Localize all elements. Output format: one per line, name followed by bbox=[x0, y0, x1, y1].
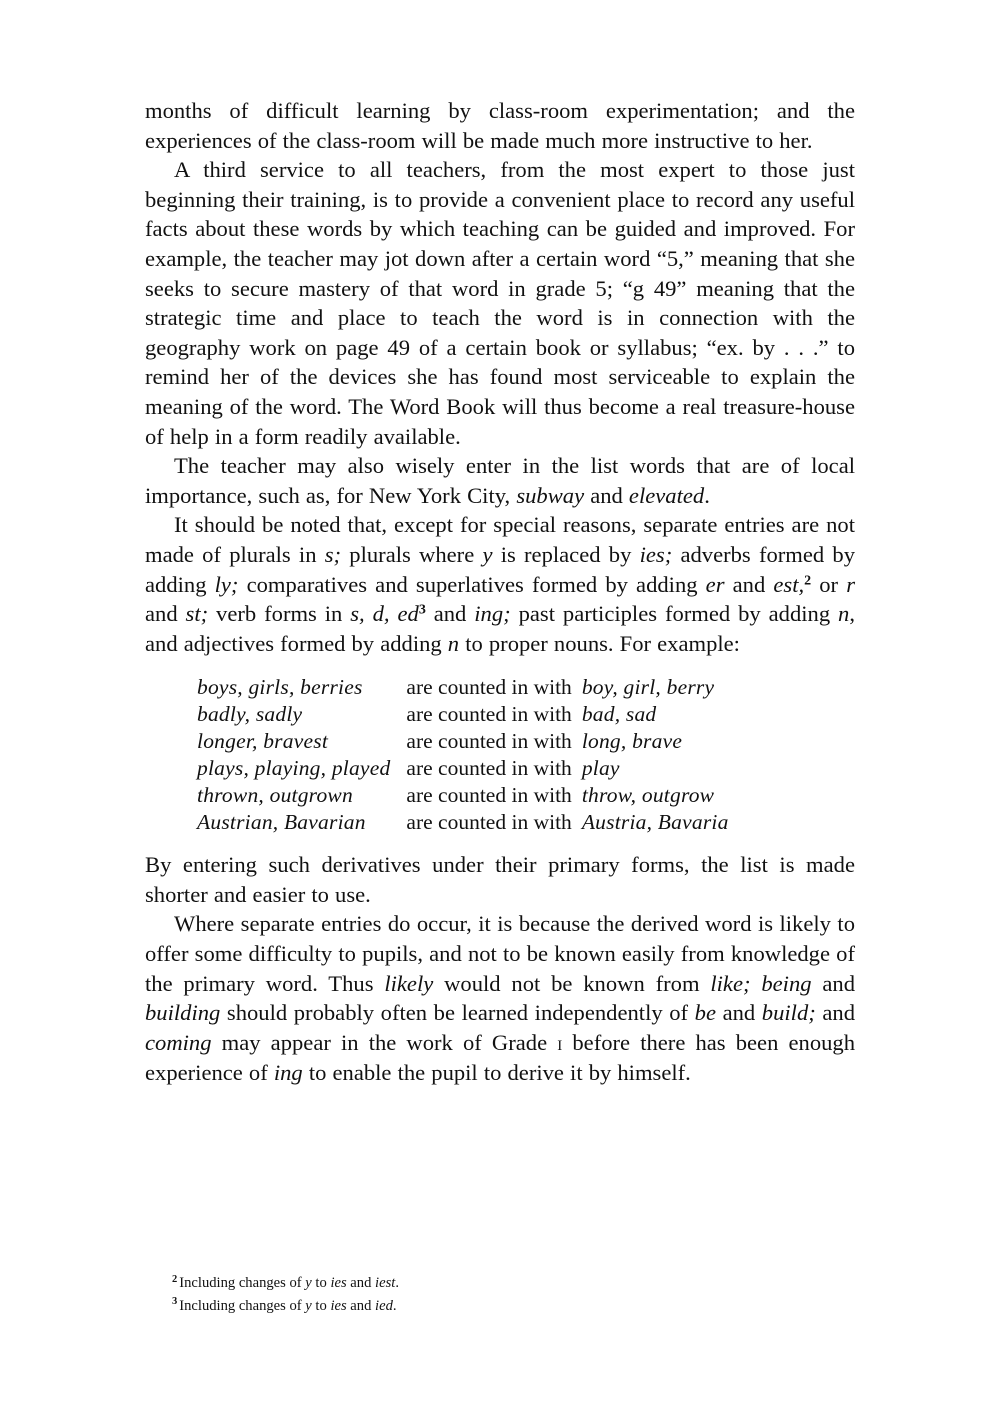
derivatives-table bbox=[197, 674, 729, 836]
grade-numeral: i bbox=[557, 1031, 563, 1055]
derived-forms: longer, bravest bbox=[197, 729, 329, 754]
primary-forms: long, brave bbox=[581, 729, 683, 754]
derived-forms: boys, girls, berries bbox=[197, 675, 363, 700]
paragraph-text: to proper nouns. For example: bbox=[459, 630, 740, 656]
italic-term-elevated: elevated bbox=[628, 482, 705, 508]
footnote-text: and bbox=[346, 1297, 376, 1314]
italic-suffix-st: st; bbox=[185, 601, 209, 627]
footnote-text: and bbox=[346, 1275, 376, 1291]
primary-forms: Austria, Bavaria bbox=[581, 810, 729, 835]
italic-letter-y: y bbox=[305, 1275, 312, 1291]
connector-text: are counted in with bbox=[406, 675, 572, 700]
derivatives-table-body bbox=[197, 674, 729, 836]
paragraph-text: and bbox=[425, 601, 475, 627]
italic-suffix-ied: ied bbox=[375, 1297, 393, 1314]
italic-suffix-ies: ies; bbox=[639, 541, 673, 567]
footnote-section bbox=[172, 1272, 812, 1317]
italic-suffix-ies: ies bbox=[330, 1275, 347, 1291]
italic-word-be: be bbox=[694, 1000, 716, 1026]
paragraph-continuation bbox=[145, 96, 855, 155]
main-text-block bbox=[145, 96, 855, 1088]
connector-text: are counted in with bbox=[406, 756, 572, 781]
italic-suffix-ies: ies bbox=[330, 1297, 347, 1314]
italic-suffix-n-2: n bbox=[447, 630, 460, 656]
primary-forms: boy, girl, berry bbox=[581, 675, 715, 700]
primary-forms: play bbox=[581, 756, 620, 781]
footnote-marker-3[interactable]: 3 bbox=[418, 602, 426, 618]
paragraph-text: and bbox=[811, 970, 856, 996]
example-word-table bbox=[145, 674, 855, 836]
footnote-text: . bbox=[395, 1275, 399, 1291]
italic-suffix-s-d-ed: s, d, ed bbox=[350, 601, 419, 627]
paragraph-text: may appear in the work of Grade bbox=[211, 1029, 558, 1055]
paragraph-text: and bbox=[724, 571, 774, 597]
paragraph-text: and bbox=[815, 1000, 855, 1026]
paragraph-text: and bbox=[584, 482, 629, 508]
footnote-marker-2[interactable]: 2 bbox=[804, 573, 812, 589]
table-row bbox=[197, 674, 729, 701]
paragraph-text: and bbox=[715, 1000, 762, 1026]
derived-forms: badly, sadly bbox=[197, 702, 303, 727]
connector-text: are counted in with bbox=[406, 702, 572, 727]
paragraph-third-service bbox=[145, 155, 855, 451]
footnote-text: to bbox=[311, 1297, 331, 1314]
paragraph-text: adverbs formed by adding bbox=[145, 541, 856, 597]
paragraph-text: and bbox=[145, 601, 186, 627]
table-row bbox=[197, 728, 729, 755]
derived-forms: thrown, outgrown bbox=[197, 783, 353, 808]
italic-word-being: being bbox=[761, 970, 812, 996]
footnote-number: 3 bbox=[172, 1296, 178, 1308]
derived-forms: plays, playing, played bbox=[197, 756, 391, 781]
italic-letter-y: y bbox=[482, 541, 493, 567]
italic-suffix-er: er bbox=[705, 571, 725, 597]
paragraph-text: months of difficult learning by class-room experimentation; and the experiences of the class-room will be made much more instructive to her. bbox=[145, 98, 855, 153]
paragraph-separate-entries bbox=[145, 909, 855, 1088]
table-row bbox=[197, 755, 729, 782]
paragraph-text: A third service to all teachers, from the most expert to those just beginning their training, is to provide a convenient place to record any useful facts about these words by which teaching can be guided and improved. For example, the teacher may jot down after a certain word “5,” meaning that she seeks to secure mastery of that word in grade 5; “g 49” meaning that the strategic time and place to teach the word is in connection with the geography work on page 49 of a certain book or syllabus; “ex. by . . .” to remind her of the devices she has found most serviceable to explain the meaning of the word. The Word Book will thus become a real treasure-house of help in a form readily available. bbox=[145, 157, 855, 449]
italic-word-coming: coming bbox=[145, 1029, 212, 1055]
italic-suffix-est: est, bbox=[773, 571, 805, 597]
footnote-2 bbox=[172, 1272, 812, 1295]
table-row bbox=[197, 701, 729, 728]
paragraph-local-importance bbox=[145, 451, 855, 510]
italic-suffix-ly: ly; bbox=[214, 571, 239, 597]
italic-suffix-n-1: n bbox=[838, 601, 850, 627]
footnote-text: to bbox=[311, 1275, 331, 1291]
paragraph-text: It should be noted that, except for special reasons, separate entries are not made of plurals in bbox=[145, 512, 855, 567]
footnote-text: Including changes of bbox=[179, 1275, 306, 1291]
paragraph-text: The teacher may also wisely enter in the list words that are of local importance, such as, for New York City, bbox=[145, 453, 855, 508]
italic-word-like: like; bbox=[710, 970, 751, 996]
footnote-text: . bbox=[392, 1297, 397, 1314]
italic-suffix-iest: iest bbox=[375, 1275, 396, 1291]
footnote-number: 2 bbox=[172, 1273, 178, 1285]
paragraph-text: or bbox=[811, 571, 847, 597]
paragraph-text: to enable the pupil to derive it by himself. bbox=[302, 1060, 691, 1086]
derived-forms: Austrian, Bavarian bbox=[197, 810, 366, 835]
italic-suffix-ing-final: ing bbox=[273, 1060, 303, 1086]
italic-letter-y: y bbox=[305, 1297, 312, 1314]
paragraph-text: should probably often be learned independently of bbox=[220, 1000, 695, 1026]
paragraph-text: , and adjectives formed by adding bbox=[145, 601, 855, 656]
italic-word-likely: likely bbox=[384, 970, 434, 996]
connector-text: are counted in with bbox=[406, 729, 572, 754]
paragraph-text: would not be known from bbox=[433, 970, 711, 996]
footnote-text: Including changes of bbox=[179, 1297, 306, 1314]
paragraph-text: verb forms in bbox=[208, 601, 351, 627]
paragraph-text: before there has been enough experience of bbox=[145, 1029, 856, 1086]
italic-word-building: building bbox=[145, 1000, 221, 1026]
table-row bbox=[197, 782, 729, 809]
italic-suffix-s: s; bbox=[324, 541, 342, 567]
paragraph-plural-rules bbox=[145, 510, 855, 658]
paragraph-text: comparatives and superlatives formed by adding bbox=[238, 571, 706, 597]
italic-suffix-ing: ing; bbox=[474, 601, 511, 627]
paragraph-by-entering bbox=[145, 850, 855, 909]
primary-forms: throw, outgrow bbox=[581, 783, 715, 808]
paragraph-text: plurals where bbox=[341, 541, 483, 567]
paragraph-text: . bbox=[704, 482, 710, 508]
italic-term-subway: subway bbox=[516, 482, 585, 508]
connector-text: are counted in with bbox=[406, 810, 572, 835]
paragraph-text: Where separate entries do occur, it is because the derived word is likely to offer some difficulty to pupils, and not to be known easily from knowledge of the primary word. Thus bbox=[145, 911, 855, 996]
italic-word-build: build; bbox=[761, 1000, 816, 1026]
table-row bbox=[197, 809, 729, 836]
connector-text: are counted in with bbox=[406, 783, 572, 808]
italic-suffix-r: r bbox=[846, 571, 855, 597]
paragraph-text: By entering such derivatives under their primary forms, the list is made shorter and easier to use. bbox=[145, 852, 855, 907]
primary-forms: bad, sad bbox=[581, 702, 657, 727]
paragraph-text: past participles formed by adding bbox=[510, 601, 839, 627]
paragraph-text: is replaced by bbox=[492, 541, 640, 567]
footnote-3 bbox=[172, 1295, 812, 1318]
paragraph-text bbox=[751, 971, 762, 996]
